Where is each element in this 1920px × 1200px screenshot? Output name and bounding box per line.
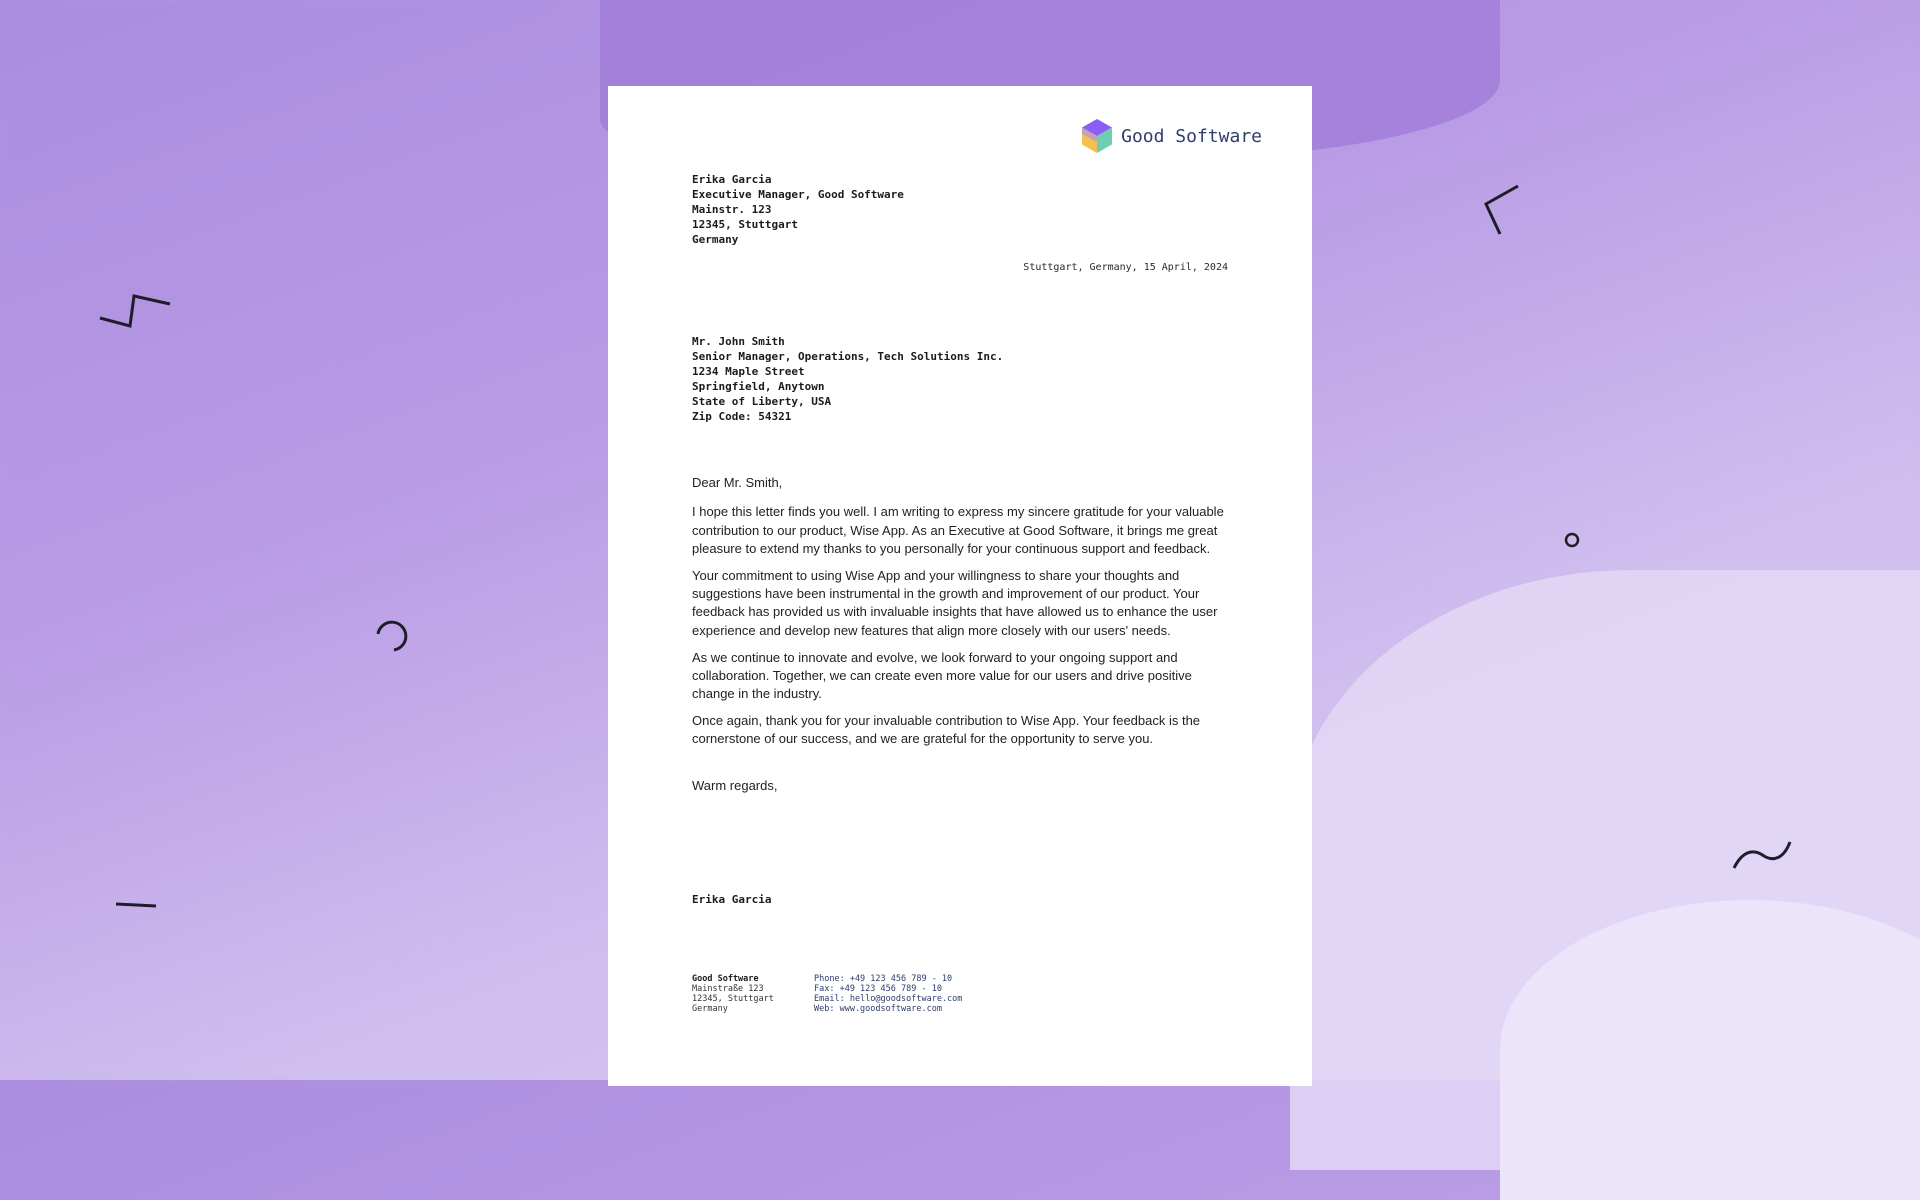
letter-page — [608, 86, 1312, 1086]
paragraph: I hope this letter finds you well. I am writing to express my sincere gratitude for your valuable contribution to our product, Wise App. As an Executive at Good Software, it brings me great pleasure to extend my thanks to you personally for your continuous support and feedback. — [692, 504, 1224, 556]
arc-doodle-icon — [370, 612, 414, 656]
signature-name: Erika Garcia — [692, 893, 772, 906]
sender-city: 12345, Stuttgart — [692, 218, 798, 231]
sender-address — [692, 172, 904, 247]
recipient-state: State of Liberty, USA — [692, 395, 832, 408]
footer-email[interactable]: Email: hello@goodsoftware.com — [814, 994, 963, 1004]
chevron-doodle-icon — [1478, 182, 1522, 240]
recipient-zip: Zip Code: 54321 — [692, 410, 792, 423]
zigzag-doodle-icon — [96, 288, 176, 332]
recipient-street: 1234 Maple Street — [692, 365, 805, 378]
footer-fax: Fax: +49 123 456 789 - 10 — [814, 984, 942, 994]
letter-body — [692, 474, 1228, 757]
footer-city: 12345, Stuttgart — [692, 994, 774, 1004]
sender-country: Germany — [692, 233, 739, 246]
wave-doodle-icon — [1730, 836, 1794, 872]
sender-street: Mainstr. 123 — [692, 203, 772, 216]
recipient-city: Springfield, Anytown — [692, 380, 825, 393]
hexagon-logo-icon — [1081, 118, 1113, 154]
logo-text: Good Software — [1121, 125, 1262, 147]
closing: Warm regards, — [692, 778, 778, 793]
footer-web[interactable]: Web: www.goodsoftware.com — [814, 1004, 942, 1014]
greeting: Dear Mr. Smith, — [692, 475, 783, 490]
letter-date: Stuttgart, Germany, 15 April, 2024 — [1023, 262, 1228, 273]
paragraph: As we continue to innovate and evolve, we look forward to your ongoing support and collaboration. Together, we can create even more value for our users and drive positive change in the industry. — [692, 649, 1192, 702]
sender-title: Executive Manager, Good Software — [692, 188, 904, 201]
footer-street: Mainstraße 123 — [692, 984, 764, 994]
recipient-name: Mr. John Smith — [692, 335, 785, 348]
footer-company: Good Software — [692, 974, 759, 984]
circle-doodle-icon — [1562, 530, 1582, 550]
paragraph: Once again, thank you for your invaluable contribution to Wise App. Your feedback is the cornerstone of our success, and we are grateful for the opportunity to serve you. — [692, 713, 1201, 747]
footer-country: Germany — [692, 1004, 728, 1014]
company-logo — [1081, 118, 1262, 154]
footer-address — [692, 974, 774, 1014]
dash-doodle-icon — [112, 896, 160, 912]
paragraph: Your commitment to using Wise App and your willingness to share your thoughts and suggestions have been instrumental in the growth and improvement of our product. Your feedback has provided us with invaluable insights that have allowed us to enhance the user experience and develop new features that align more closely with our users' needs. — [692, 567, 1218, 638]
footer-contact — [814, 974, 962, 1014]
recipient-title: Senior Manager, Operations, Tech Solutions Inc. — [692, 350, 1004, 363]
recipient-address — [692, 334, 1003, 424]
sender-name: Erika Garcia — [692, 173, 772, 186]
footer-phone: Phone: +49 123 456 789 - 10 — [814, 974, 953, 984]
